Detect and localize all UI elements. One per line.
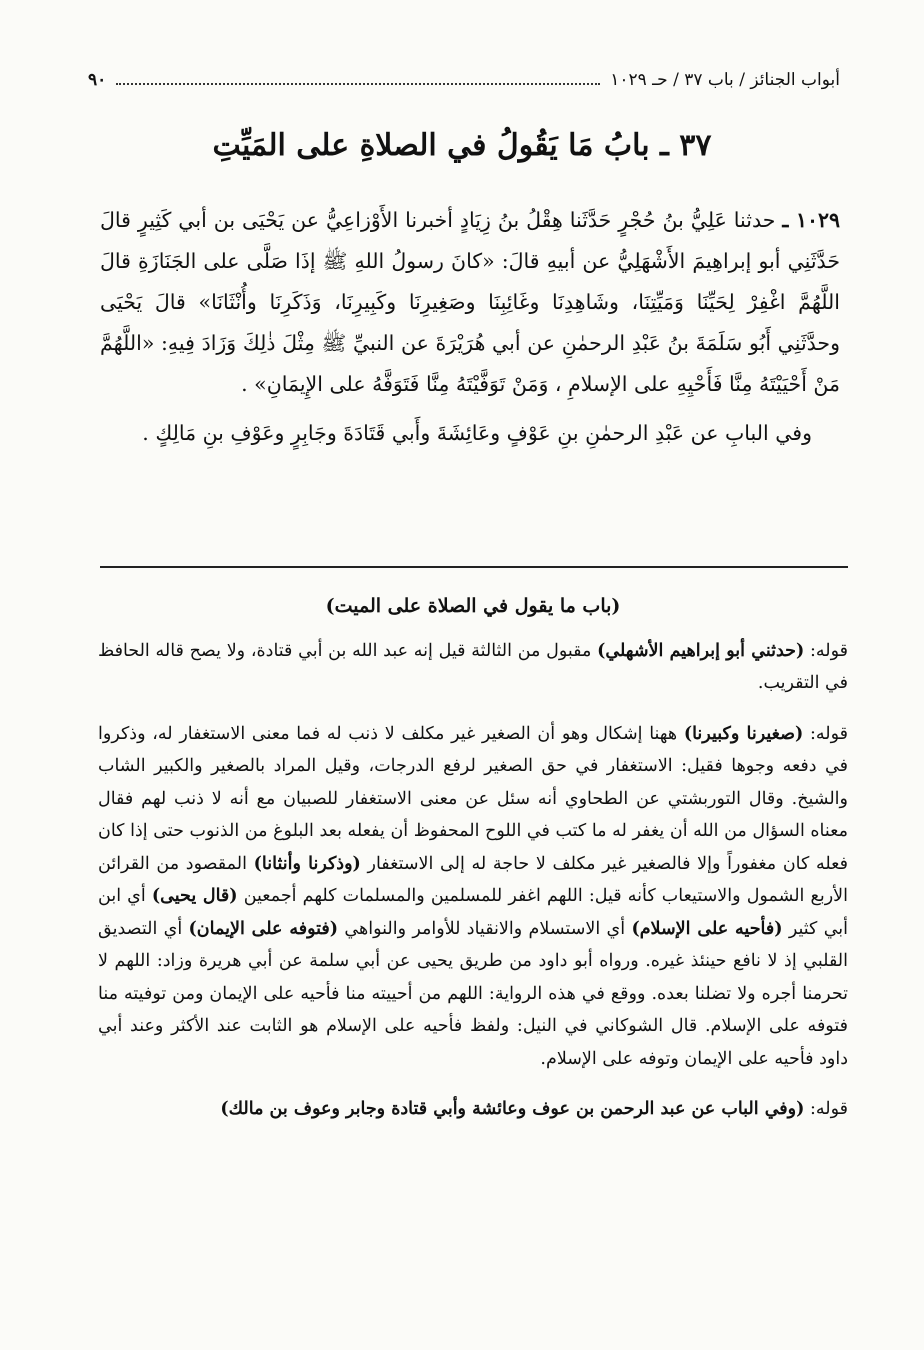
commentary-title: (باب ما يقول في الصلاة على الميت) [325,595,621,617]
header-dotted-leader [116,83,600,85]
commentary-text: أي التصديق القلبي إذ لا نافع حينئذ غيره. ورواه أبو داود من طريق يحيى عن أبي سلمة عن أبي هريرة وزاد: اللهم لا تحرمنا أجره ولا تضلنا بعده. ووقع في هذه الرواية: اللهم من أحييته منا فأحيه على الإيمان ومن توفيته منا فتوفه على الإسلام. قال الشوكاني في النيل: ولفظ فأحيه على الإسلام هو الثابت عند الأكثر وعند أبي داود فأحيه على الإيمان وتوفه على الإسلام. [98,918,848,1069]
commentary-paragraph [98,1093,848,1126]
commentary-quote: (وفي الباب عن عبد الرحمن بن عوف وعائشة وأبي قتادة وجابر وعوف بن مالك) [220,1099,805,1119]
hadith-text [100,200,840,405]
commentary-paragraph [98,718,848,1076]
section-divider [100,566,848,568]
commentary-quote: (فتوفه على الإيمان) [188,918,339,939]
commentary-quote: (صغيرنا وكبيرنا) [683,723,804,744]
hadith-block [100,200,840,454]
commentary-block [98,590,848,1126]
commentary-quote: (وذكرنا وأنثانا) [253,853,361,874]
page-number: ٩٠ [88,70,107,90]
commentary-quote: (فأحيه على الإسلام) [631,918,783,939]
commentary-text: المقصود من القرائن الأربع الشمول والاستيعاب كأنه قيل: اللهم اغفر للمسلمين والمسلمات كلهم أجمعين [98,853,848,906]
commentary-lead: قوله: [804,640,848,661]
commentary-text: أي ابن أبي كثير [98,886,849,939]
bab-note: وفي البابِ عن عَبْدِ الرحمٰنِ بنِ عَوْفٍ وعَائِشَةَ وأَبي قَتَادَةَ وجَابِرٍ وعَوْفِ بنِ مَالِكٍ . [142,421,812,445]
commentary-lead: قوله: [803,723,848,744]
running-header [88,66,840,94]
commentary-quote: (قال يحيى) [151,886,238,906]
chapter-title: ٣٧ ـ بابُ مَا يَقُولُ في الصلاةِ على المَيِّتِ [212,128,712,163]
commentary-text: أي الاستسلام والانقياد للأوامر والنواهي [338,918,632,939]
commentary-text: مقبول من الثالثة قيل إنه عبد الله بن أبي قتادة، ولا يصح قاله الحافظ في التقريب. [98,640,848,693]
commentary-quote: (حدثني أبو إبراهيم الأشهلي) [597,640,805,661]
header-title: أبواب الجنائز / باب ٣٧ / حـ ١٠٢٩ [610,70,840,90]
hadith-body: حدثنا عَلِيُّ بنُ حُجْرٍ حَدَّثَنا هِقْلُ بنُ زِيَادٍ أخبرنا الأَوْزاعِيُّ عن يَحْيَى بن أبي كَثِيرٍ قالَ حَدَّثَنِي أبو إبراهِيمَ الأَشْهَلِيُّ عن أبيهِ قالَ: «كانَ رسولُ اللهِ ﷺ إذَا صَلَّى على الجَنَازَةِ قالَ اللَّهُمَّ اغْفِرْ لِحَيِّنَا وَمَيِّتِنَا، وشَاهِدِنَا وغَائِبِنَا وصَغِيرِنَا وكَبِيرِنَا، وَذَكَرِنَا وأُنْثَانَا» قالَ يَحْيَى وحدَّثَنِي أَبُو سَلَمَةَ بنُ عَبْدِ الرحمٰنِ عن أبي هُرَيْرَةَ عن النبيِّ ﷺ مِثْلَ ذٰلِكَ وَزَادَ فِيهِ: «اللَّهُمَّ مَنْ أَحْيَيْتَهُ مِنَّا فَأَحْيِهِ على الإسلامِ ، وَمَنْ تَوَفَّيْتَهُ مِنَّا فَتَوَفَّهُ على الإِيمَانِ» . [100,208,841,396]
hadith-number: ١٠٢٩ ـ [782,208,840,232]
commentary-lead: قوله: [804,1099,848,1119]
commentary-text: ههنا إشكال وهو أن الصغير غير مكلف لا ذنب له فما معنى الاستغفار له، وذكروا في دفعه وجوها فقيل: الاستغفار في حق الصغير لرفع الدرجات، وقيل المراد بالصغير والكبير الشاب والشيخ. وقال التوربشتي عن الطحاوي أنه سئل عن معنى الاستغفار للصبيان مع أنه لا ذنب لهم فقال معناه السؤال من الله أن يغفر له ما كتب في اللوح المحفوظ أن يفعله بعد البلوغ من الذنوب حتى إذا كان فعله كان مغفوراً وإلا فالصغير غير مكلف لا حاجة له إلى الاستغفار [98,723,848,874]
commentary-paragraph [98,635,848,700]
